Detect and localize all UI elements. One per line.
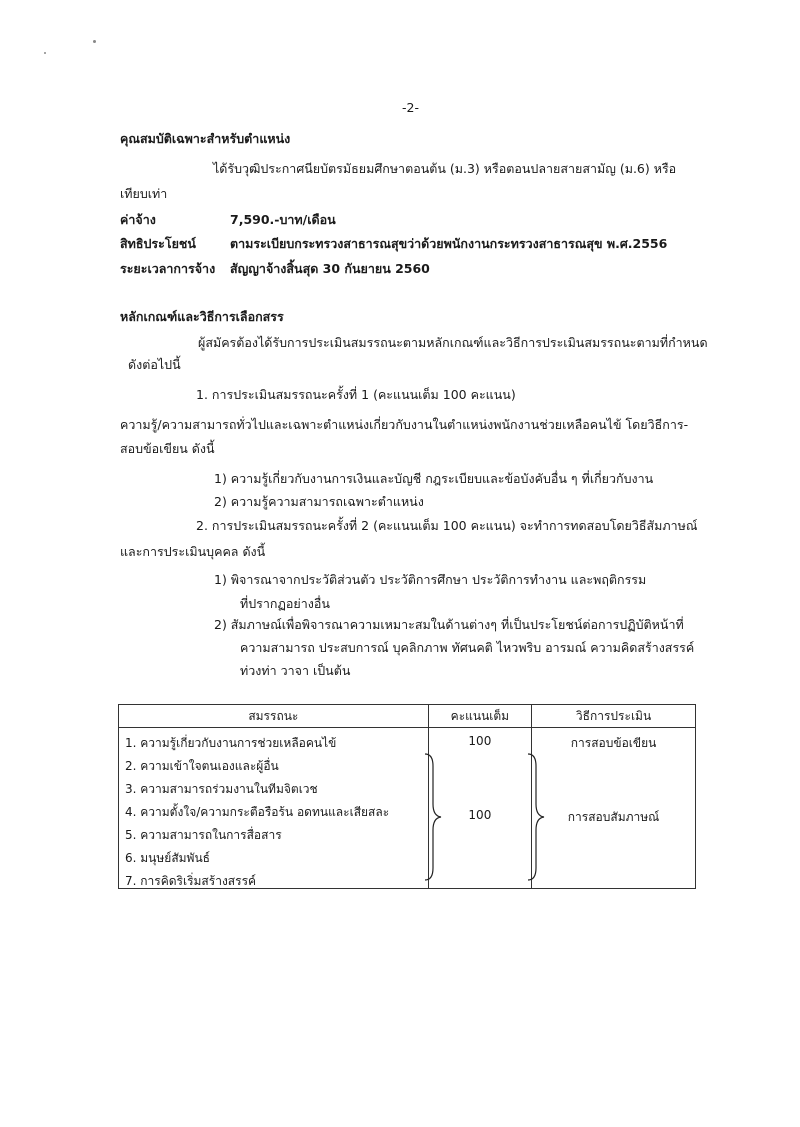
wage-value: 7,590.-บาท/เดือน [230,212,336,227]
round2-item1-line1: 1) พิจารณาจากประวัติส่วนตัว ประวัติการศึกษา ประวัติการทำงาน และพฤติกรรม [214,572,647,587]
benefit-label: สิทธิประโยชน์ [120,236,196,251]
score-interview: 100 [468,808,492,822]
round2-item2-line1: 2) สัมภาษณ์เพื่อพิจารณาความเหมาะสมในด้านต่างๆ ที่เป็นประโยชน์ต่อการปฏิบัติหน้าที่ [214,617,684,632]
qualification-text-line1: ได้รับวุฒิประกาศนียบัตรมัธยมศึกษาตอนต้น (ม.3) หรือตอนปลายสายสามัญ (ม.6) หรือ [213,161,677,176]
competency-table [118,704,696,889]
scan-speck [93,40,96,43]
benefit-value: ตามระเบียบกระทรวงสาธารณสุขว่าด้วยพนักงานกระทรวงสาธารณสุข พ.ศ.2556 [230,236,668,251]
list-item: 7. การคิดริเริ่มสร้างสรรค์ [125,874,257,888]
qualification-heading: คุณสมบัติเฉพาะสำหรับตำแหน่ง [120,131,291,146]
round2-item2-line2: ความสามารถ ประสบการณ์ บุคลิกภาพ ทัศนคติ ไหวพริบ อารมณ์ ความคิดสร้างสรรค์ [240,640,695,655]
list-item: 3. ความสามารถร่วมงานในทีมจิตเวช [125,782,318,796]
selection-heading: หลักเกณฑ์และวิธีการเลือกสรร [120,309,284,324]
table-body-row [119,728,696,889]
round2-item2-line3: ท่วงท่า วาจา เป็นต้น [240,663,351,678]
method-interview: การสอบสัมภาษณ์ [567,810,660,824]
selection-intro-line2: ดังต่อไปนี้ [128,357,181,372]
scan-speck [44,52,46,54]
wage-label: ค่าจ้าง [120,212,156,227]
qualification-text-line2: เทียบเท่า [120,186,168,201]
competency-list-cell [119,728,429,889]
table-header-row [119,705,696,728]
list-item: 5. ความสามารถในการสื่อสาร [125,828,282,842]
list-item: 4. ความตั้งใจ/ความกระตือรือร้น อดทนและเสียสละ [125,805,390,819]
header-competency: สมรรถนะ [119,705,429,728]
page-number: -2- [402,100,419,115]
method-cell [532,728,696,889]
score-cell [428,728,531,889]
method-written: การสอบข้อเขียน [570,736,657,750]
header-full-score: คะแนนเต็ม [428,705,531,728]
round1-item2: 2) ความรู้ความสามารถเฉพาะตำแหน่ง [214,494,424,509]
header-method: วิธีการประเมิน [532,705,696,728]
list-item: 6. มนุษย์สัมพันธ์ [125,851,210,865]
period-value: สัญญาจ้างสิ้นสุด 30 กันยายน 2560 [230,261,430,276]
list-item: 2. ความเข้าใจตนเองและผู้อื่น [125,759,279,773]
round1-desc-line1: ความรู้/ความสามารถทั่วไปและเฉพาะตำแหน่งเกี่ยวกับงานในตำแหน่งพนักงานช่วยเหลือคนไข้ โดยวิธีการ- [120,417,689,432]
round2-desc: และการประเมินบุคคล ดังนี้ [120,544,266,559]
round1-item1: 1) ความรู้เกี่ยวกับงานการเงินและบัญชี กฎระเบียบและข้อบังคับอื่น ๆ ที่เกี่ยวกับงาน [214,471,654,486]
round1-heading: 1. การประเมินสมรรถนะครั้งที่ 1 (คะแนนเต็ม 100 คะแนน) [196,387,516,402]
selection-intro-line1: ผู้สมัครต้องได้รับการประเมินสมรรถนะตามหลักเกณฑ์และวิธีการประเมินสมรรถนะตามที่กำหนด [198,335,708,350]
round2-item1-line2: ที่ปรากฏอย่างอื่น [240,596,330,611]
round1-desc-line2: สอบข้อเขียน ดังนี้ [120,441,215,456]
period-label: ระยะเวลาการจ้าง [120,261,216,276]
round2-heading: 2. การประเมินสมรรถนะครั้งที่ 2 (คะแนนเต็ม 100 คะแนน) จะทำการทดสอบโดยวิธีสัมภาษณ์ [196,518,698,533]
list-item: 1. ความรู้เกี่ยวกับงานการช่วยเหลือคนไข้ [125,736,337,750]
score-written: 100 [468,734,492,748]
